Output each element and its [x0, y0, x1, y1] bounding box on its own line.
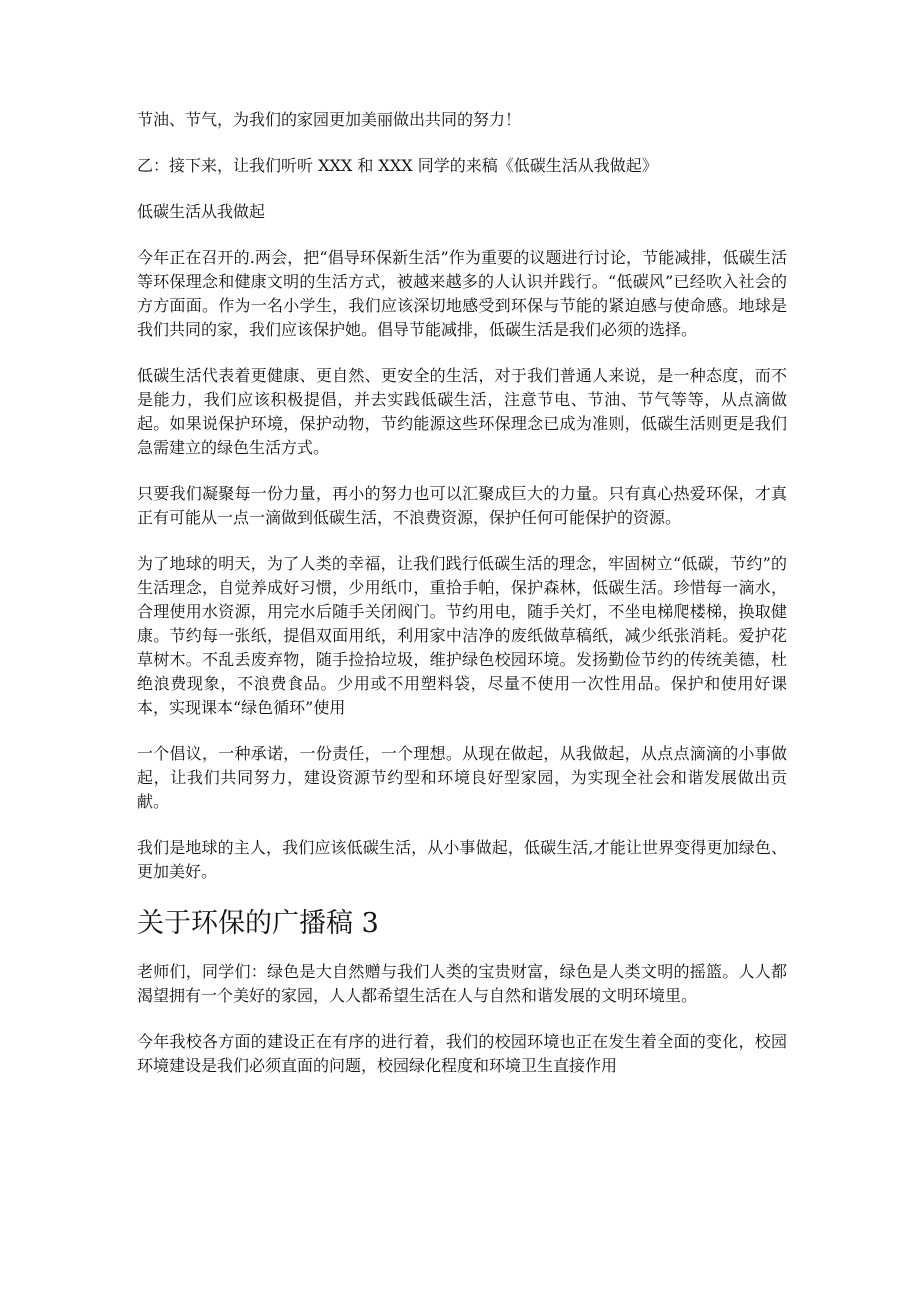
- paragraph-body: 我们是地球的主人，我们应该低碳生活，从小事做起，低碳生活,才能让世界变得更加绿色、更加美好。: [137, 838, 787, 881]
- section-heading: 关于环保的广播稿 3: [137, 908, 379, 939]
- paragraph-body: 只要我们凝聚每一份力量，再小的努力也可以汇聚成巨大的力量。只有真心热爱环保，才真正有可能从一点一滴做到低碳生活，不浪费资源，保护任何可能保护的资源。: [137, 484, 787, 527]
- paragraph-body: 今年我校各方面的建设正在有序的进行着，我们的校园环境也正在发生着全面的变化，校园环境建设是我们必须直面的问题，校园绿化程度和环境卫生直接作用: [137, 1032, 787, 1075]
- paragraph-body: 今年正在召开的.两会，把“倡导环保新生活”作为重要的议题进行讨论，节能减排，低碳生活等环保理念和健康文明的生活方式，被越来越多的人认识并践行。“低碳风”已经吹入社会的方方面面。作为一名小学生，我们应该深切地感受到环保与节能的紧迫感与使命感。地球是我们共同的家，我们应该保护她。倡导节能减排，低碳生活是我们必须的选择。: [137, 248, 787, 339]
- document-page: [137, 108, 787, 1100]
- paragraph-body: 为了地球的明天，为了人类的幸福，让我们践行低碳生活的理念，牢固树立“低碳，节约”的生活理念，自觉养成好习惯，少用纸巾，重拾手帕，保护森林，低碳生活。珍惜每一滴水，合理使用水资源，用完水后随手关闭阀门。节约用电，随手关灯，不坐电梯爬楼梯，换取健康。节约每一张纸，提倡双面用纸，利用家中洁净的废纸做草稿纸，减少纸张消耗。爱护花草树木。不乱丢废弃物，随手捡拾垃圾，维护绿色校园环境。发扬勤俭节约的传统美德，杜绝浪费现象，不浪费食品。少用或不用塑料袋，尽量不使用一次性用品。保护和使用好课本，实现课本“绿色循环”使用: [137, 554, 787, 717]
- paragraph-body: 一个倡议，一种承诺，一份责任，一个理想。从现在做起，从我做起，从点点滴滴的小事做起，让我们共同努力，建设资源节约型和环境良好型家园，为实现全社会和谐发展做出贡献。: [137, 744, 787, 811]
- paragraph-subtitle: 低碳生活从我做起: [137, 202, 266, 221]
- paragraph-body: 老师们，同学们：绿色是大自然赠与我们人类的宝贵财富，绿色是人类文明的摇篮。人人都渴望拥有一个美好的家园，人人都希望生活在人与自然和谐发展的文明环境里。: [137, 962, 787, 1005]
- paragraph-body: 低碳生活代表着更健康、更自然、更安全的生活，对于我们普通人来说，是一种态度，而不是能力，我们应该积极提倡，并去实践低碳生活，注意节电、节油、节气等等，从点滴做起。如果说保护环境，保护动物，节约能源这些环保理念已成为准则，低碳生活则更是我们急需建立的绿色生活方式。: [137, 366, 787, 457]
- paragraph-closing-line: 节油、节气，为我们的家园更加美丽做出共同的努力！: [137, 110, 522, 129]
- paragraph-intro: 乙：接下来，让我们听听 XXX 和 XXX 同学的来稿《低碳生活从我做起》: [137, 156, 658, 175]
